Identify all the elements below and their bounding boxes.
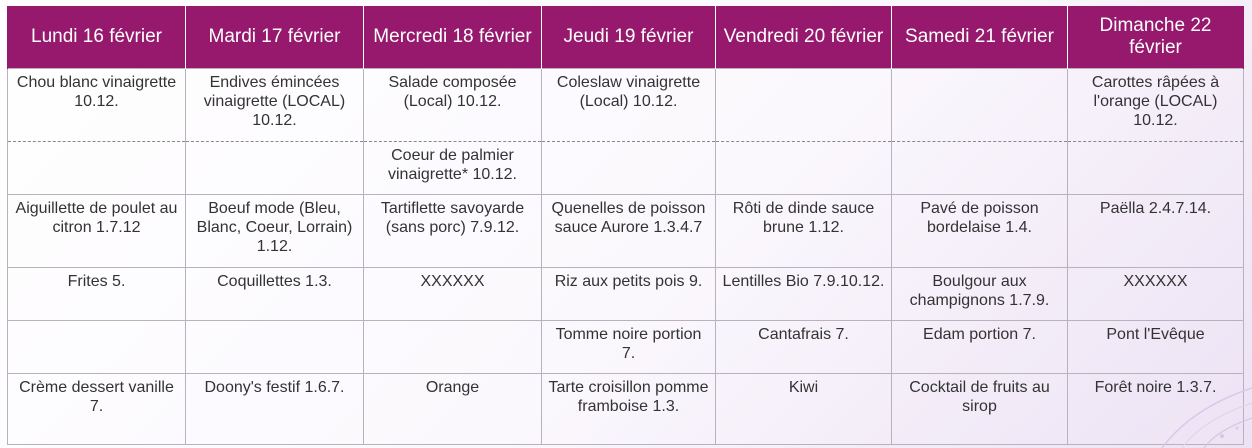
- menu-cell: Paëlla 2.4.7.14.: [1068, 195, 1244, 268]
- menu-cell: Tarte croisillon pomme framboise 1.3.: [542, 374, 716, 445]
- menu-cell: [364, 321, 542, 374]
- menu-cell: Quenelles de poisson sauce Aurore 1.3.4.7: [542, 195, 716, 268]
- menu-cell: Boulgour aux champignons 1.7.9.: [892, 268, 1068, 321]
- menu-cell: Tartiflette savoyarde (sans porc) 7.9.12.: [364, 195, 542, 268]
- menu-cell: Doony's festif 1.6.7.: [186, 374, 364, 445]
- menu-cell: Boeuf mode (Bleu, Blanc, Coeur, Lorrain) 1.12.: [186, 195, 364, 268]
- day-header-saturday: Samedi 21 février: [892, 6, 1068, 69]
- starter-row: [8, 69, 1244, 142]
- menu-cell: [716, 142, 892, 195]
- menu-cell: Chou blanc vinaigrette 10.12.: [8, 69, 186, 142]
- day-header-tuesday: Mardi 17 février: [186, 6, 364, 69]
- menu-cell: Coleslaw vinaigrette (Local) 10.12.: [542, 69, 716, 142]
- side-dish-row: [8, 268, 1244, 321]
- menu-cell: Crème dessert vanille 7.: [8, 374, 186, 445]
- menu-cell: Kiwi: [716, 374, 892, 445]
- day-header-thursday: Jeudi 19 février: [542, 6, 716, 69]
- menu-cell: Cocktail de fruits au sirop: [892, 374, 1068, 445]
- menu-cell: [186, 142, 364, 195]
- day-header-friday: Vendredi 20 février: [716, 6, 892, 69]
- menu-cell: Endives émincées vinaigrette (LOCAL) 10.12.: [186, 69, 364, 142]
- day-header-row: [8, 6, 1244, 69]
- menu-cell: Carottes râpées à l'orange (LOCAL) 10.12.: [1068, 69, 1244, 142]
- menu-cell: Salade composée (Local) 10.12.: [364, 69, 542, 142]
- menu-cell: [8, 142, 186, 195]
- menu-cell: Pavé de poisson bordelaise 1.4.: [892, 195, 1068, 268]
- menu-cell: Lentilles Bio 7.9.10.12.: [716, 268, 892, 321]
- day-header-monday: Lundi 16 février: [8, 6, 186, 69]
- day-header-wednesday: Mercredi 18 février: [364, 6, 542, 69]
- weekly-menu-table: [7, 6, 1244, 445]
- day-header-sunday: Dimanche 22 février: [1068, 6, 1244, 69]
- menu-cell: Tomme noire portion 7.: [542, 321, 716, 374]
- cheese-row: [8, 321, 1244, 374]
- menu-cell: Coquillettes 1.3.: [186, 268, 364, 321]
- menu-cell: XXXXXX: [1068, 268, 1244, 321]
- menu-cell: [892, 69, 1068, 142]
- menu-cell: Riz aux petits pois 9.: [542, 268, 716, 321]
- menu-cell: [1068, 142, 1244, 195]
- main-course-row: [8, 195, 1244, 268]
- menu-cell: Edam portion 7.: [892, 321, 1068, 374]
- menu-cell: [8, 321, 186, 374]
- menu-cell: Forêt noire 1.3.7.: [1068, 374, 1244, 445]
- menu-cell: Rôti de dinde sauce brune 1.12.: [716, 195, 892, 268]
- menu-cell: [892, 142, 1068, 195]
- menu-cell: [542, 142, 716, 195]
- menu-cell: Cantafrais 7.: [716, 321, 892, 374]
- alternate-starter-row: [8, 142, 1244, 195]
- menu-cell: Aiguillette de poulet au citron 1.7.12: [8, 195, 186, 268]
- menu-cell: Pont l'Evêque: [1068, 321, 1244, 374]
- menu-cell: [186, 321, 364, 374]
- dessert-row: [8, 374, 1244, 445]
- menu-cell: Orange: [364, 374, 542, 445]
- menu-cell: XXXXXX: [364, 268, 542, 321]
- menu-cell: Frites 5.: [8, 268, 186, 321]
- menu-cell: [716, 69, 892, 142]
- menu-cell: Coeur de palmier vinaigrette* 10.12.: [364, 142, 542, 195]
